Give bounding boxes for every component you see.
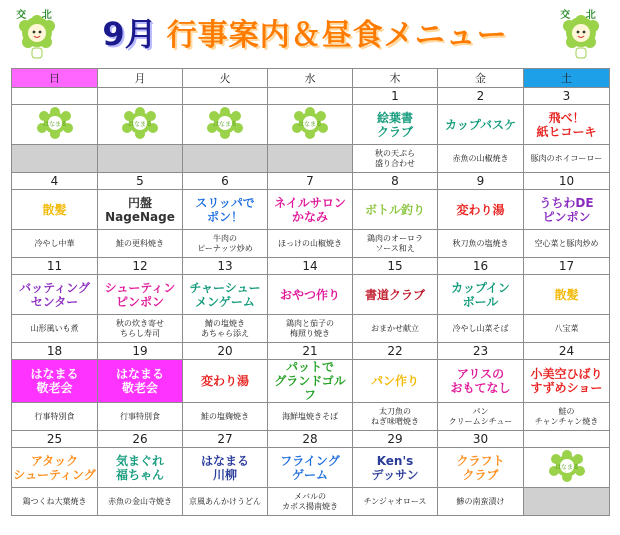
event-label: アタック シューティング <box>13 453 96 482</box>
date-cell: 23 <box>438 343 524 360</box>
lunch-cell: 秋刀魚の塩焼き <box>438 230 524 258</box>
date-cell: 6 <box>183 173 268 190</box>
lunch-row <box>12 488 610 516</box>
lunch-cell: メバルの カボス揚南焼き <box>268 488 353 516</box>
lunch-cell: 行事特別食 <box>12 403 98 431</box>
mascot-icon <box>556 6 606 62</box>
lunch-cell: チンジャオロース <box>353 488 438 516</box>
event-cell <box>268 448 353 488</box>
lunch-cell: 行事特別食 <box>98 403 183 431</box>
lunch-cell: 鶏肉のオーロラ ソース和え <box>353 230 438 258</box>
event-cell <box>438 190 524 230</box>
lunch-cell <box>183 145 268 173</box>
date-cell <box>12 88 98 105</box>
svg-text:はなまる: はなまる <box>212 120 238 128</box>
event-label: 変わり湯 <box>200 374 249 388</box>
lunch-row <box>12 315 610 343</box>
lunch-cell: 秋の炊き寄せ ちらし寿司 <box>98 315 183 343</box>
date-cell: 3 <box>524 88 610 105</box>
event-label: チャーシュー メンゲーム <box>189 280 261 309</box>
lunch-cell: 赤魚の山椒焼き <box>438 145 524 173</box>
lunch-cell: パン クリームシチュー <box>438 403 524 431</box>
date-cell: 28 <box>268 431 353 448</box>
lunch-row <box>12 145 610 173</box>
lunch-cell <box>12 145 98 173</box>
lunch-cell: 八宝菜 <box>524 315 610 343</box>
svg-text:はなまる: はなまる <box>297 120 323 128</box>
lunch-cell: 山形風いも煮 <box>12 315 98 343</box>
event-label: クラフト クラブ <box>456 453 505 482</box>
event-cell <box>353 275 438 315</box>
event-row <box>12 448 610 488</box>
event-label: はなまる 敬老会 <box>30 367 79 395</box>
hanamaru-logo-icon <box>202 120 248 144</box>
date-cell: 11 <box>12 258 98 275</box>
date-cell: 14 <box>268 258 353 275</box>
date-cell: 8 <box>353 173 438 190</box>
lunch-cell <box>98 145 183 173</box>
event-cell <box>12 360 98 403</box>
svg-text:はなまる: はなまる <box>127 120 153 128</box>
date-cell: 5 <box>98 173 183 190</box>
event-cell <box>353 360 438 403</box>
lunch-cell: 鯵の南蛮漬け <box>438 488 524 516</box>
mascot-label: 交 北 <box>16 10 58 21</box>
weekday-tuesday: 火 <box>183 69 268 88</box>
event-cell <box>183 275 268 315</box>
date-cell: 16 <box>438 258 524 275</box>
logo-cell <box>524 448 610 488</box>
event-label: はなまる 敬老会 <box>115 367 164 395</box>
event-cell <box>12 275 98 315</box>
date-cell: 17 <box>524 258 610 275</box>
event-label: パットで グランドゴルフ <box>274 360 346 402</box>
lunch-cell: 牛肉の ピーナッツ炒め <box>183 230 268 258</box>
event-label: うちわDE ピンポン <box>539 195 594 224</box>
date-cell: 12 <box>98 258 183 275</box>
weekday-header-row <box>12 69 610 88</box>
event-label: 書道クラブ <box>364 287 425 302</box>
event-cell <box>524 105 610 145</box>
date-cell: 18 <box>12 343 98 360</box>
title-text: 行事案内＆昼食メニュー <box>166 18 508 53</box>
logo-cell <box>268 105 353 145</box>
event-row <box>12 190 610 230</box>
date-cell <box>524 431 610 448</box>
event-label: ネイルサロン かなみ <box>274 195 346 224</box>
date-row <box>12 258 610 275</box>
logo-cell <box>98 105 183 145</box>
event-cell <box>98 275 183 315</box>
date-cell: 25 <box>12 431 98 448</box>
weekday-saturday: 土 <box>524 69 610 88</box>
page-title <box>70 8 540 56</box>
date-cell <box>268 88 353 105</box>
weekday-wednesday: 水 <box>268 69 353 88</box>
lunch-cell: 鯖の塩焼き あちゃら添え <box>183 315 268 343</box>
event-label: 気まぐれ 福ちゃん <box>115 453 164 482</box>
hanamaru-logo-icon <box>544 463 590 487</box>
date-cell: 9 <box>438 173 524 190</box>
lunch-cell: 秋の天ぷら 盛り合わせ <box>353 145 438 173</box>
date-cell <box>98 88 183 105</box>
event-row <box>12 105 610 145</box>
date-cell <box>183 88 268 105</box>
event-cell <box>438 105 524 145</box>
event-cell <box>524 275 610 315</box>
event-cell <box>353 448 438 488</box>
lunch-cell <box>268 145 353 173</box>
date-cell: 7 <box>268 173 353 190</box>
lunch-row <box>12 403 610 431</box>
event-label: フライング ゲーム <box>280 453 340 482</box>
hanamaru-logo-icon <box>287 120 333 144</box>
event-label: 変わり湯 <box>456 202 505 217</box>
lunch-cell: ほっけの山椒焼き <box>268 230 353 258</box>
event-label: はなまる 川柳 <box>200 453 249 482</box>
svg-text:はなまる: はなまる <box>42 120 67 128</box>
event-row <box>12 360 610 403</box>
event-label: カップバスケ <box>445 117 516 132</box>
date-cell: 20 <box>183 343 268 360</box>
event-cell <box>183 360 268 403</box>
hanamaru-logo-icon <box>32 120 78 144</box>
svg-text:はなまる: はなまる <box>554 463 579 471</box>
event-cell <box>268 275 353 315</box>
weekday-friday: 金 <box>438 69 524 88</box>
date-cell: 19 <box>98 343 183 360</box>
mascot-label: 交 北 <box>560 10 602 21</box>
event-label: 散髪 <box>554 287 579 302</box>
date-cell: 30 <box>438 431 524 448</box>
event-cell <box>98 360 183 403</box>
event-label: バッティング センター <box>19 280 90 309</box>
hanamaru-logo-icon <box>117 120 163 144</box>
lunch-cell: 京風あんかけうどん <box>183 488 268 516</box>
lunch-cell <box>524 488 610 516</box>
event-label: 円盤 NageNage <box>105 195 175 224</box>
lunch-cell: 鶏つくね大葉焼き <box>12 488 98 516</box>
event-cell <box>353 190 438 230</box>
event-label: スリッパで ポン！ <box>195 195 255 224</box>
event-row <box>12 275 610 315</box>
lunch-cell: 冷やし中華 <box>12 230 98 258</box>
event-cell <box>524 360 610 403</box>
event-label: 散髪 <box>42 202 67 217</box>
lunch-cell: 空心菜と豚肉炒め <box>524 230 610 258</box>
logo-cell <box>183 105 268 145</box>
date-cell: 1 <box>353 88 438 105</box>
weekday-monday: 月 <box>98 69 183 88</box>
lunch-cell: おまかせ献立 <box>353 315 438 343</box>
lunch-cell: 海鮮塩焼きそば <box>268 403 353 431</box>
date-cell: 15 <box>353 258 438 275</box>
event-label: 飛べ！ 紙ヒコーキ <box>536 110 597 139</box>
event-label: シューティン ピンポン <box>104 280 176 309</box>
lunch-cell: 太刀魚の ねぎ味噌焼き <box>353 403 438 431</box>
lunch-cell: 冷やし山菜そば <box>438 315 524 343</box>
date-cell: 27 <box>183 431 268 448</box>
event-label: Ken's デッサン <box>371 453 419 482</box>
date-cell: 10 <box>524 173 610 190</box>
event-label: 絵葉書 クラブ <box>376 110 413 139</box>
event-label: パン作り <box>370 374 419 388</box>
date-cell: 24 <box>524 343 610 360</box>
date-row <box>12 431 610 448</box>
lunch-cell: 鮭の チャンチャン焼き <box>524 403 610 431</box>
date-cell: 2 <box>438 88 524 105</box>
event-cell <box>98 190 183 230</box>
event-cell <box>524 190 610 230</box>
date-cell: 22 <box>353 343 438 360</box>
event-cell <box>12 190 98 230</box>
calendar-table <box>11 68 610 516</box>
date-cell: 13 <box>183 258 268 275</box>
logo-cell <box>12 105 98 145</box>
date-cell: 21 <box>268 343 353 360</box>
event-label: アリスの おもてなし <box>450 367 511 395</box>
lunch-cell: 鮭の更科焼き <box>98 230 183 258</box>
lunch-row <box>12 230 610 258</box>
lunch-cell: 豚肉のホイコーロー <box>524 145 610 173</box>
event-cell <box>438 275 524 315</box>
lunch-cell: 赤魚の金山寺焼き <box>98 488 183 516</box>
lunch-cell: 鶏肉と茄子の 梅照り焼き <box>268 315 353 343</box>
page-header <box>0 0 620 64</box>
date-cell: 26 <box>98 431 183 448</box>
event-cell <box>268 360 353 403</box>
event-cell <box>183 190 268 230</box>
event-label: ボトル釣り <box>364 202 425 217</box>
weekday-sunday: 日 <box>12 69 98 88</box>
date-row <box>12 173 610 190</box>
event-label: おやつ作り <box>279 287 340 302</box>
event-cell <box>12 448 98 488</box>
event-cell <box>438 448 524 488</box>
weekday-thursday: 木 <box>353 69 438 88</box>
event-label: カップイン ボール <box>451 280 510 309</box>
lunch-cell: 鮭の塩麹焼き <box>183 403 268 431</box>
event-cell <box>268 190 353 230</box>
title-month: 9月 <box>102 15 157 53</box>
event-cell <box>353 105 438 145</box>
event-cell <box>438 360 524 403</box>
event-cell <box>98 448 183 488</box>
date-cell: 29 <box>353 431 438 448</box>
date-row <box>12 88 610 105</box>
date-row <box>12 343 610 360</box>
event-label: 小美空ひばり すずめショー <box>530 367 603 395</box>
mascot-icon <box>12 6 62 62</box>
event-cell <box>183 448 268 488</box>
date-cell: 4 <box>12 173 98 190</box>
